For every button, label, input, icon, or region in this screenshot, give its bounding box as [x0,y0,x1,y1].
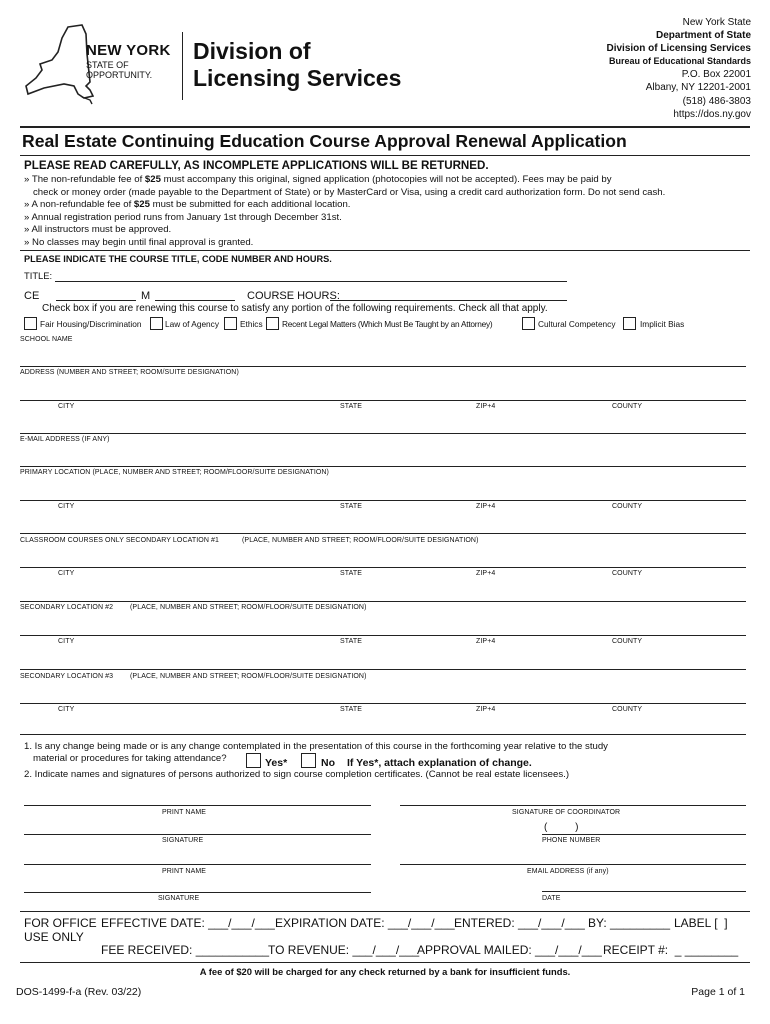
by-field[interactable]: BY: _________ [588,916,671,930]
email-field[interactable] [20,466,746,467]
zip-label: ZIP+4 [476,403,496,410]
approval-mailed-field[interactable]: APPROVAL MAILED: ___/___/___ [417,943,602,957]
form-id: DOS-1499-f-a (Rev. 03/22) [16,986,142,998]
instruction-item-cont: check or money order (made payable to the Department of State) or by MasterCard or Visa, using a credit card authorization form. Do not send cash. [33,186,666,198]
secondary-location-1-desc: (PLACE, NUMBER AND STREET; ROOM/FLOOR/SUITE DESIGNATION) [242,537,479,544]
city-label: CITY [58,403,75,410]
returned-check-fee-note: A fee of $20 will be charged for any check returned by a bank for insufficient funds. [199,966,571,977]
logo-line-new-york: NEW YORK [86,42,171,59]
title-rule [20,126,750,128]
agency-address [607,16,752,121]
address-line: (518) 486-3803 [682,95,751,107]
date-field[interactable] [542,891,746,892]
title-field[interactable] [55,281,567,282]
implicit-bias-label: Implicit Bias [640,319,685,329]
check-instruction: Check box if you are renewing this course to satisfy any portion of the following requirements. Check all that apply. [42,303,548,314]
if-yes-note: If Yes*, attach explanation of change. [347,757,532,769]
fair-housing-checkbox[interactable] [24,317,37,330]
signature-1-label: SIGNATURE [162,837,204,844]
school-name-field[interactable] [20,366,746,367]
print-name-1-label: PRINT NAME [162,809,207,816]
law-of-agency-label: Law of Agency [165,319,219,329]
print-name-2-field[interactable] [24,864,371,865]
ce-label: CE [24,290,40,302]
address-line: Albany, NY 12201-2001 [645,82,751,94]
address-line: Bureau of Educational Standards [608,56,751,67]
no-label: No [321,757,335,769]
secondary-location-1-field[interactable] [20,567,746,568]
print-name-2-label: PRINT NAME [162,868,207,875]
no-checkbox[interactable] [301,753,316,768]
secondary1-separator [20,533,746,534]
state-label: STATE [340,503,363,510]
questions-separator [20,734,746,735]
logo-divider [182,32,183,100]
address-field[interactable] [20,400,746,401]
to-revenue-field[interactable]: TO REVENUE: ___/___/___ [268,943,420,957]
signature-2-label: SIGNATURE [158,895,200,902]
entered-field[interactable]: ENTERED: ___/___/___ [454,916,585,930]
primary-location-label: PRIMARY LOCATION (PLACE, NUMBER AND STREET; ROOM/FLOOR/SUITE DESIGNATION) [20,469,329,476]
logo-line-state-of: STATE OF [86,60,129,70]
county-label: COUNTY [612,503,643,510]
page-title: Real Estate Continuing Education Course Approval Renewal Application [22,131,627,151]
address-line: New York State [682,17,751,28]
division-line-2: Licensing Services [193,65,402,91]
secondary3-separator [20,669,746,670]
signature-2-field[interactable] [24,892,371,893]
secondary-location-3-desc: (PLACE, NUMBER AND STREET; ROOM/FLOOR/SUITE DESIGNATION) [130,673,367,680]
email-separator [20,433,746,434]
phone-field[interactable] [542,834,746,835]
state-label: STATE [340,403,363,410]
use-only-label: USE ONLY [24,930,84,944]
email-label: E-MAIL ADDRESS (IF ANY) [20,436,110,443]
law-of-agency-checkbox[interactable] [150,317,163,330]
for-office-label: FOR OFFICE [24,916,97,930]
secondary-location-3-label: SECONDARY LOCATION #3 [20,673,114,680]
course-heading: PLEASE INDICATE THE COURSE TITLE, CODE NUMBER AND HOURS. [24,254,332,264]
county-label: COUNTY [612,706,643,713]
address-line: P.O. Box 22001 [681,69,751,81]
phone-label: PHONE NUMBER [542,837,601,844]
question-1-cont: material or procedures for taking attendance? [33,753,227,764]
address-line: Division of Licensing Services [606,43,751,55]
fair-housing-label: Fair Housing/Discrimination [40,319,142,329]
date-label: DATE [542,895,561,902]
yes-label: Yes* [265,757,288,769]
secondary-location-2-field[interactable] [20,635,746,636]
signature-1-field[interactable] [24,834,371,835]
coordinator-email-label: EMAIL ADDRESS (if any) [527,868,609,875]
cultural-competency-checkbox[interactable] [522,317,535,330]
address-line: Department of State [655,30,751,42]
page-number: Page 1 of 1 [691,986,745,998]
effective-date-field[interactable]: EFFECTIVE DATE: ___/___/___ [101,916,275,930]
title-rule-bottom [20,155,750,156]
secondary-location-2-desc: (PLACE, NUMBER AND STREET; ROOM/FLOOR/SUITE DESIGNATION) [130,604,367,611]
office-use-rule [20,911,750,912]
new-york-state-map-icon [24,24,94,106]
logo-line-opportunity: OPPORTUNITY. [86,70,153,80]
coordinator-signature-label: SIGNATURE OF COORDINATOR [512,809,621,816]
ce-field[interactable] [56,300,136,301]
county-label: COUNTY [612,570,643,577]
county-label: COUNTY [612,403,643,410]
question-2: 2. Indicate names and signatures of persons authorized to sign course completion certificates. (Cannot be real estate licensees.) [24,769,570,780]
zip-label: ZIP+4 [476,570,496,577]
primary-location-field[interactable] [20,500,746,501]
coordinator-signature-field[interactable] [400,805,746,806]
cultural-competency-label: Cultural Competency [538,319,616,329]
instruction-list [24,174,754,249]
instruction-item: » Annual registration period runs from January 1st through December 31st. [24,211,342,223]
address-label: ADDRESS (NUMBER AND STREET; ROOM/SUITE DESIGNATION) [20,369,239,376]
title-label: TITLE: [24,270,53,281]
city-label: CITY [58,503,75,510]
address-line: https://dos.ny.gov [673,108,751,120]
school-name-label: SCHOOL NAME [20,336,73,343]
recent-legal-label: Recent Legal Matters (Which Must Be Taught by an Attorney) [282,319,493,329]
city-label: CITY [58,638,75,645]
city-label: CITY [58,706,75,713]
state-label: STATE [340,638,363,645]
expiration-date-field[interactable]: EXPIRATION DATE: ___/___/___ [275,916,455,930]
m-field[interactable] [155,300,235,301]
secondary-location-2-label: SECONDARY LOCATION #2 [20,604,114,611]
zip-label: ZIP+4 [476,503,496,510]
instruction-item: » The non-refundable fee of $25 must accompany this original, signed application (photocopies will not be accepted). Fees may be paid by [24,174,612,185]
print-name-1-field[interactable] [24,805,371,806]
receipt-field[interactable]: RECEIPT #: _ ________ [603,943,739,957]
instructions-rule [20,250,750,251]
m-label: M [141,290,151,302]
hours-label: COURSE HOURS: [247,290,340,302]
division-line-1: Division of [193,38,311,64]
secondary-location-3-field[interactable] [20,703,746,704]
hours-field[interactable] [330,300,567,301]
question-1: 1. Is any change being made or is any change contemplated in the presentation of this course in the forthcoming year relative to the study [24,741,608,752]
yes-checkbox[interactable] [246,753,261,768]
zip-label: ZIP+4 [476,638,496,645]
notice-heading: PLEASE READ CAREFULLY, AS INCOMPLETE APPLICATIONS WILL BE RETURNED. [24,159,489,172]
implicit-bias-checkbox[interactable] [623,317,636,330]
state-label: STATE [340,570,363,577]
phone-parens: ( ) [544,822,579,833]
city-label: CITY [58,570,75,577]
label-field[interactable]: LABEL [ ] [674,916,728,930]
state-label: STATE [340,706,363,713]
zip-label: ZIP+4 [476,706,496,713]
recent-legal-checkbox[interactable] [266,317,279,330]
instruction-item: » No classes may begin until final approval is granted. [24,236,254,248]
instruction-item: » All instructors must be approved. [24,224,172,235]
ethics-label: Ethics [240,319,263,329]
division-title [193,38,401,92]
coordinator-email-field[interactable] [400,864,746,865]
fee-received-field[interactable]: FEE RECEIVED: ___________ [101,943,270,957]
ethics-checkbox[interactable] [224,317,237,330]
footer-rule [20,962,750,963]
instruction-item: » A non-refundable fee of $25 must be submitted for each additional location. [24,199,351,210]
logo-wordmark [86,42,171,80]
secondary-location-1-label: CLASSROOM COURSES ONLY SECONDARY LOCATION #1 [20,537,220,544]
county-label: COUNTY [612,638,643,645]
secondary2-separator [20,601,746,602]
